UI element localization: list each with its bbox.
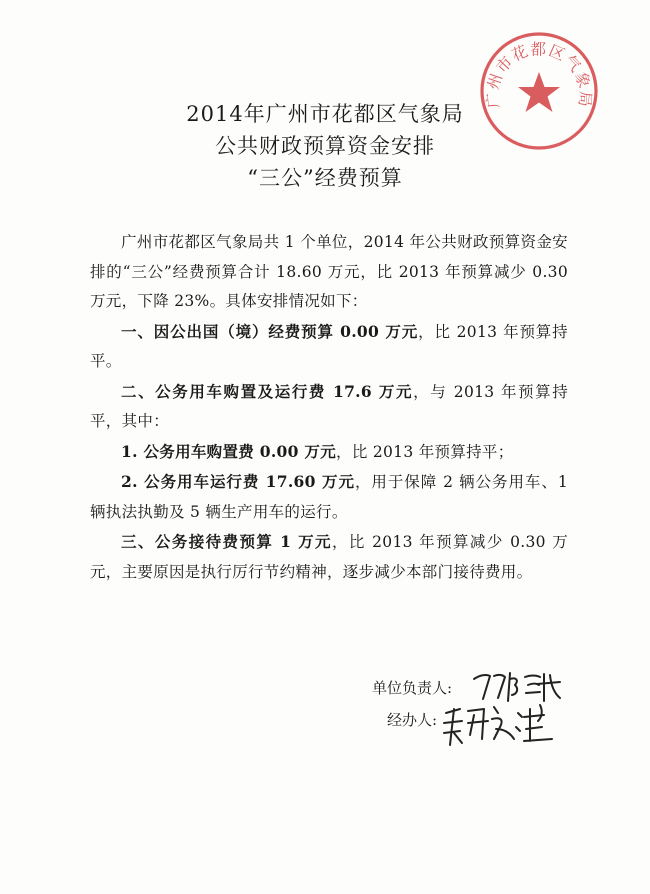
signature-area	[372, 665, 622, 755]
responsible-person-label: 单位负责人:	[372, 679, 453, 697]
section-2-2-heading: 2. 公务用车运行费 17.60 万元	[121, 472, 355, 491]
section-2-1-paragraph	[90, 437, 568, 468]
section-1-heading: 一、因公出国（境）经费预算 0.00 万元	[121, 321, 419, 341]
section-2-2-paragraph	[90, 467, 568, 527]
title-line-1: 2014年广州市花都区气象局	[186, 102, 464, 126]
section-2-text: ，与 2013 年预算持平，其中：	[90, 382, 569, 430]
svg-text:广州市花都区气象局: 广州市花都区气象局	[483, 40, 595, 109]
section-2-1-heading: 1. 公务用车购置费 0.00 万元	[121, 441, 337, 461]
title-line-2: 公共财政预算资金安排	[215, 134, 435, 158]
section-2-1-text: ，比 2013 年预算持平；	[336, 442, 514, 461]
section-2-heading: 二、公务用车购置及运行费 17.6 万元	[121, 381, 414, 401]
intro-paragraph: 广州市花都区气象局共 1 个单位，2014 年公共财政预算资金安排的“三公”经费预算合计 18.60 万元，比 2013 年预算减少 0.30 万元，下降 23%。具体安排情况如下：	[90, 233, 568, 310]
handler-signature-icon	[440, 699, 560, 749]
section-3-text: ，比 2013 年预算减少 0.30 万元，主要原因是执行厉行节约精神，逐步减少本部门接待费用。	[90, 533, 569, 581]
section-3-paragraph	[90, 527, 568, 587]
section-1-text: ，比 2013 年预算持平。	[90, 322, 568, 370]
document-title	[0, 98, 650, 194]
section-2-paragraph	[90, 377, 568, 437]
section-2-2-text: ，用于保障 2 辆公务用车、1 辆执法执勤及 5 辆生产用车的运行。	[90, 473, 568, 521]
section-3-heading: 三、公务接待费预算 1 万元	[121, 532, 332, 551]
handler-label: 经办人:	[387, 711, 438, 729]
document-body	[90, 228, 568, 587]
section-1-paragraph	[90, 317, 568, 377]
title-line-3: “三公”经费预算	[247, 166, 403, 190]
